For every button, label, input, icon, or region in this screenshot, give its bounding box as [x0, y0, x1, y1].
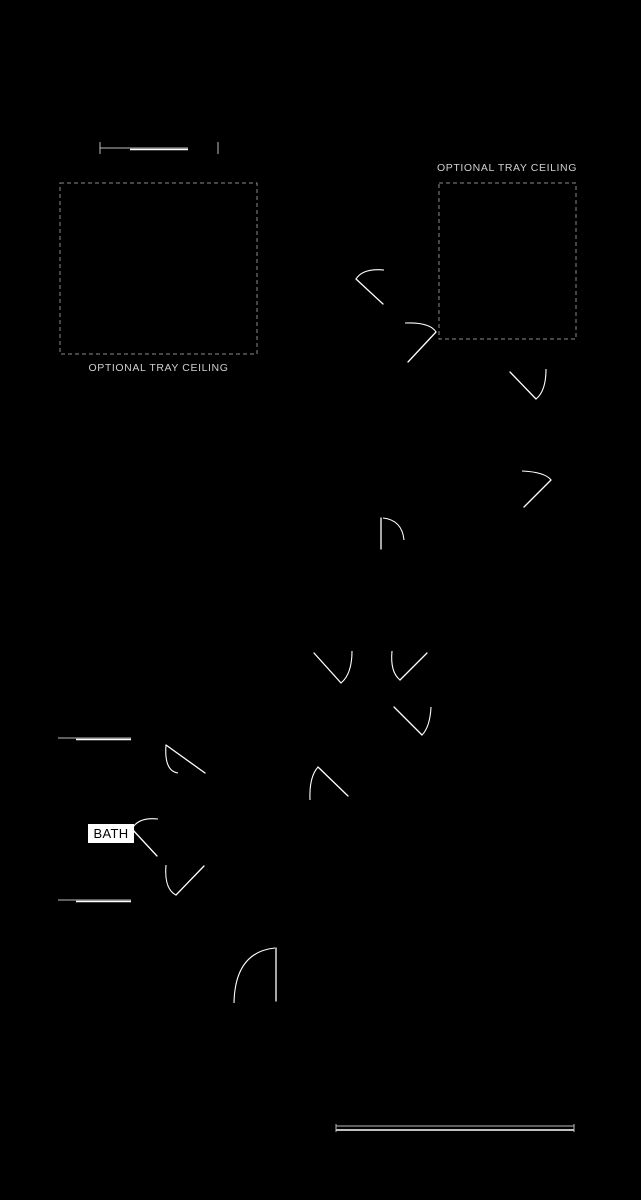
door-swing-11 [132, 819, 158, 856]
door-swing-6 [314, 651, 352, 683]
door-swing-4 [522, 471, 551, 507]
door-swing-9 [166, 745, 205, 773]
door-swing-3 [510, 369, 546, 399]
window-top-left [100, 142, 218, 154]
window-bottom [336, 1124, 574, 1132]
door-swing-5 [381, 518, 404, 549]
door-swing-7 [392, 651, 427, 680]
door-swing-12 [166, 865, 204, 895]
door-swing-13 [234, 948, 276, 1003]
door-swing-8 [394, 707, 431, 735]
window-left-lower [58, 900, 131, 902]
room-label-bath: BATH [88, 824, 134, 843]
tray-ceiling-label-right: OPTIONAL TRAY CEILING [437, 162, 577, 174]
door-swing-1 [356, 270, 384, 304]
tray-ceiling-outline-right [439, 183, 576, 339]
tray-ceiling-label-left: OPTIONAL TRAY CEILING [88, 362, 229, 374]
tray-ceiling-outline-left [60, 183, 257, 354]
door-swing-2 [405, 323, 436, 362]
window-left-upper [58, 738, 131, 740]
door-swing-10 [310, 767, 348, 800]
